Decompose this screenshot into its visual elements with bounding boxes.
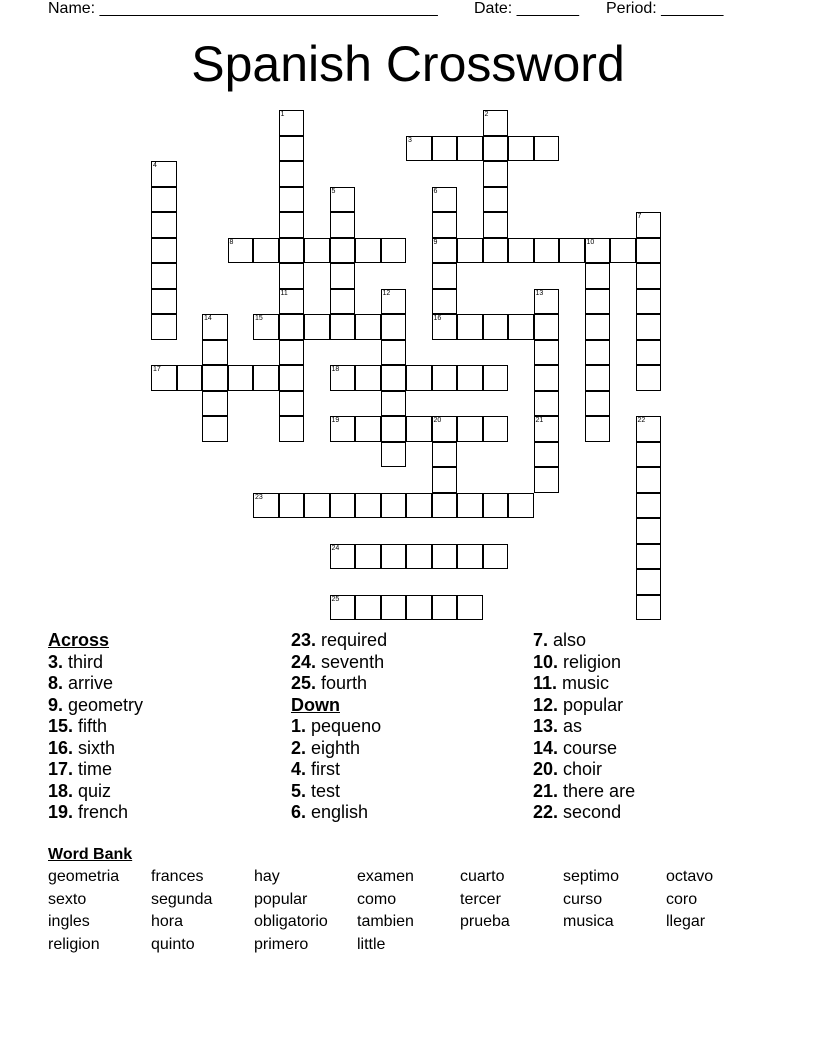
grid-cell[interactable] [636,340,662,366]
clue-item-text: third [63,651,104,672]
grid-cell[interactable] [330,187,356,213]
grid-cell[interactable] [457,493,483,519]
clue-item-number: 11. [533,673,558,693]
word-bank-word: hay [254,868,280,885]
grid-cell[interactable] [381,442,407,468]
grid-cell[interactable] [432,238,458,264]
clue-item [291,652,387,674]
grid-cell[interactable] [279,161,305,187]
clue-item-number: 10. [533,651,559,672]
clue-number: 11 [280,289,288,297]
grid-cell[interactable] [432,544,458,570]
clue-item-number: 7. [533,630,549,650]
clue-item-number: 24. [291,651,317,672]
clue-number: 5 [331,187,336,195]
clue-item [291,716,387,738]
grid-cell[interactable] [508,314,534,340]
clue-item [291,630,387,652]
grid-cell[interactable] [381,595,407,621]
grid-cell[interactable] [381,340,407,366]
grid-cell[interactable] [432,493,458,519]
word-bank-title: Word Bank [48,846,133,863]
grid-cell[interactable] [534,365,560,391]
grid-cell[interactable] [432,263,458,289]
down-heading: Down [291,694,340,715]
clue-item [533,716,635,738]
grid-cell[interactable] [585,314,611,340]
grid-cell[interactable] [432,467,458,493]
date-field-label: Date: _______ [474,0,579,17]
clue-item-text: also [548,630,587,650]
clues-column-2 [291,630,387,824]
grid-cell[interactable] [585,340,611,366]
clue-item-text: arrive [63,673,114,693]
grid-cell[interactable] [202,416,228,442]
grid-cell[interactable] [432,365,458,391]
grid-cell[interactable] [457,314,483,340]
clue-item-text: religion [558,651,622,672]
clue-item [291,759,387,781]
grid-cell[interactable] [636,595,662,621]
clue-item-number: 13. [533,716,559,736]
grid-cell[interactable] [279,289,305,315]
grid-cell[interactable] [279,136,305,162]
grid-cell[interactable] [534,467,560,493]
grid-cell[interactable] [636,314,662,340]
grid-cell[interactable] [483,136,509,162]
grid-cell[interactable] [304,314,330,340]
clue-item-number: 18. [48,780,74,801]
grid-cell[interactable] [483,238,509,264]
grid-cell[interactable] [483,314,509,340]
grid-cell[interactable] [406,544,432,570]
clue-number: 18 [331,366,340,373]
clue-item-text: music [557,673,610,693]
clue-item [291,673,387,695]
grid-cell[interactable] [636,493,662,519]
grid-cell[interactable] [432,442,458,468]
grid-cell[interactable] [483,365,509,391]
grid-cell[interactable] [151,314,177,340]
grid-cell[interactable] [151,263,177,289]
grid-cell[interactable] [457,238,483,264]
grid-cell[interactable] [304,493,330,519]
clue-item [533,781,635,803]
word-bank-word: como [357,890,397,908]
grid-cell[interactable] [202,365,228,391]
grid-cell[interactable] [432,187,458,213]
word-bank-word: geometria [48,868,120,885]
word-bank-word: hora [151,913,184,931]
grid-cell[interactable] [330,314,356,340]
clue-item [48,673,143,695]
grid-cell[interactable] [508,238,534,264]
clue-item [48,738,143,760]
grid-cell[interactable] [202,314,228,340]
grid-cell[interactable] [457,595,483,621]
grid-cell[interactable] [636,569,662,595]
word-bank-word: segunda [151,890,213,908]
word-bank-word: coro [666,890,698,908]
grid-cell[interactable] [636,518,662,544]
grid-cell[interactable] [279,340,305,366]
word-bank-row [48,868,768,891]
clue-number: 7 [637,213,642,220]
clue-number: 14 [204,315,212,322]
clue-number: 6 [433,187,438,195]
grid-cell[interactable] [483,493,509,519]
clue-item-number: 22. [533,802,559,822]
grid-cell[interactable] [406,136,432,162]
word-bank-word: religion [48,936,100,954]
grid-cell[interactable] [330,212,356,238]
clue-item-number: 5. [291,780,307,801]
grid-cell[interactable] [228,365,254,391]
clue-item-text: french [73,802,129,822]
clue-item-text: time [73,759,113,779]
clue-item-text: quiz [73,780,112,801]
grid-cell[interactable] [279,314,305,340]
grid-cell[interactable] [355,493,381,519]
grid-cell[interactable] [585,365,611,391]
grid-cell[interactable] [432,595,458,621]
clue-item-text: test [306,780,341,801]
grid-cell[interactable] [202,391,228,417]
clue-number: 4 [153,162,157,169]
grid-cell[interactable] [381,314,407,340]
grid-cell[interactable] [253,238,279,264]
clue-number: 10 [586,238,595,246]
grid-cell[interactable] [483,212,509,238]
word-bank-word: frances [151,868,204,885]
grid-cell[interactable] [432,314,458,340]
grid-cell[interactable] [636,365,662,391]
word-bank-word: quinto [151,936,195,954]
clue-number: 9 [433,238,438,246]
grid-cell[interactable] [508,493,534,519]
clue-number: 23 [255,493,263,501]
grid-cell[interactable] [534,340,560,366]
grid-cell[interactable] [534,136,560,162]
clue-item [48,716,143,738]
word-bank-word: tercer [460,890,501,908]
clue-item-number: 1. [291,716,307,736]
grid-cell[interactable] [279,416,305,442]
word-bank-word: llegar [666,913,706,931]
grid-cell[interactable] [585,263,611,289]
grid-cell[interactable] [636,544,662,570]
grid-cell[interactable] [279,212,305,238]
grid-cell[interactable] [381,365,407,391]
clue-item-number: 19. [48,802,74,822]
grid-cell[interactable] [355,544,381,570]
clue-number: 1 [280,111,285,118]
clue-item-number: 25. [291,673,317,693]
grid-cell[interactable] [330,263,356,289]
clue-item-number: 12. [533,694,559,715]
clue-item-number: 16. [48,737,74,758]
grid-cell[interactable] [355,595,381,621]
grid-cell[interactable] [355,314,381,340]
grid-cell[interactable] [355,238,381,264]
word-bank-row [48,891,768,914]
clue-item-text: eighth [306,737,361,758]
grid-cell[interactable] [534,416,560,442]
grid-cell[interactable] [636,289,662,315]
clue-number: 13 [535,289,544,297]
period-field-label: Period: _______ [606,0,724,17]
grid-cell[interactable] [457,136,483,162]
word-bank-word: octavo [666,868,714,885]
clue-item-text: as [558,716,583,736]
grid-cell[interactable] [585,238,611,264]
clue-item-number: 21. [533,780,559,801]
grid-cell[interactable] [381,289,407,315]
grid-cell[interactable] [636,238,662,264]
grid-cell[interactable] [585,416,611,442]
clue-item-number: 14. [533,737,559,758]
clue-item-text: popular [558,694,624,715]
clue-number: 2 [484,111,489,118]
grid-cell[interactable] [432,136,458,162]
clue-number: 25 [331,595,340,603]
clue-item [291,781,387,803]
grid-cell[interactable] [432,289,458,315]
clue-item-number: 3. [48,651,64,672]
clue-item-text: sixth [73,737,116,758]
grid-cell[interactable] [151,187,177,213]
grid-cell[interactable] [279,238,305,264]
across-heading: Across [48,630,110,650]
grid-cell[interactable] [457,365,483,391]
clue-item-number: 20. [533,759,559,779]
word-bank-word: popular [254,890,308,908]
clue-item [48,781,143,803]
clue-item [48,652,143,674]
grid-cell[interactable] [483,544,509,570]
clue-item [533,759,635,781]
grid-cell[interactable] [534,289,560,315]
clue-item [533,652,635,674]
clue-number: 3 [408,136,412,144]
clue-number: 17 [153,366,161,373]
grid-cell[interactable] [406,365,432,391]
grid-cell[interactable] [610,238,636,264]
grid-cell[interactable] [636,416,662,442]
grid-cell[interactable] [253,365,279,391]
word-bank-word: septimo [563,868,620,885]
clue-item-text: geometry [63,694,144,715]
clue-item-text: first [306,759,341,779]
clue-item-text: there are [558,780,636,801]
word-bank-word: musica [563,913,614,931]
clue-item [533,630,635,652]
grid-cell[interactable] [151,238,177,264]
word-bank-word: little [357,936,386,954]
word-bank-row [48,936,768,959]
grid-cell[interactable] [381,416,407,442]
grid-cell[interactable] [279,110,305,136]
grid-cell[interactable] [381,391,407,417]
clue-item-number: 4. [291,759,307,779]
grid-cell[interactable] [381,493,407,519]
grid-cell[interactable] [534,391,560,417]
grid-cell[interactable] [381,238,407,264]
clue-item-number: 8. [48,673,64,693]
grid-cell[interactable] [432,416,458,442]
grid-cell[interactable] [330,595,356,621]
word-bank-word: curso [563,890,603,908]
grid-cell[interactable] [253,493,279,519]
clue-item-text: seventh [316,651,385,672]
grid-cell[interactable] [355,416,381,442]
clue-item [533,673,635,695]
grid-cell[interactable] [330,493,356,519]
clue-number: 15 [255,315,263,322]
grid-cell[interactable] [457,416,483,442]
clue-item [48,759,143,781]
clue-item [533,738,635,760]
grid-cell[interactable] [483,161,509,187]
clue-number: 21 [535,417,544,424]
clue-item-text: required [316,630,388,650]
clue-item-number: 9. [48,694,64,715]
clue-item-number: 15. [48,716,74,736]
clue-number: 8 [229,238,234,246]
word-bank-word: tambien [357,913,414,931]
clue-item-number: 6. [291,802,307,822]
grid-cell[interactable] [483,416,509,442]
grid-cell[interactable] [585,391,611,417]
word-bank-word: examen [357,868,414,885]
clue-item-text: fifth [73,716,108,736]
grid-cell[interactable] [534,238,560,264]
grid-cell[interactable] [330,365,356,391]
clue-item-number: 2. [291,737,307,758]
grid-cell[interactable] [636,263,662,289]
clue-number: 12 [382,289,391,297]
grid-cell[interactable] [279,365,305,391]
clue-item [48,802,143,824]
grid-cell[interactable] [381,544,407,570]
clue-item [291,802,387,824]
clue-item-text: english [306,802,369,822]
grid-cell[interactable] [330,544,356,570]
clue-item [291,738,387,760]
grid-cell[interactable] [177,365,203,391]
grid-cell[interactable] [279,493,305,519]
grid-cell[interactable] [279,263,305,289]
grid-cell[interactable] [585,289,611,315]
word-bank-word: prueba [460,913,510,931]
grid-cell[interactable] [330,416,356,442]
grid-cell[interactable] [559,238,585,264]
name-field-label: Name: ______________________________________ [48,0,438,17]
grid-cell[interactable] [151,289,177,315]
grid-cell[interactable] [151,212,177,238]
clues-column-3 [533,630,635,824]
grid-cell[interactable] [228,238,254,264]
word-bank-row [48,913,768,936]
grid-cell[interactable] [151,365,177,391]
clue-item [533,802,635,824]
clue-item-text: second [558,802,622,822]
clue-item-text: fourth [316,673,368,693]
grid-cell[interactable] [636,442,662,468]
word-bank-word: primero [254,936,309,954]
clues-column-1 [48,630,143,824]
grid-cell[interactable] [636,212,662,238]
clue-item [48,695,143,717]
clue-number: 16 [433,315,442,322]
grid-cell[interactable] [406,595,432,621]
page-title: Spanish Crossword [191,36,625,92]
clue-number: 20 [433,417,442,424]
clue-item-text: course [558,737,618,758]
grid-cell[interactable] [508,136,534,162]
clue-item-text: choir [558,759,603,779]
grid-cell[interactable] [636,467,662,493]
grid-cell[interactable] [253,314,279,340]
grid-cell[interactable] [483,110,509,136]
word-bank-word: cuarto [460,868,505,885]
grid-cell[interactable] [483,187,509,213]
grid-cell[interactable] [202,340,228,366]
grid-cell[interactable] [279,187,305,213]
clue-item-number: 17. [48,759,74,779]
grid-cell[interactable] [355,365,381,391]
word-bank-word: sexto [48,890,87,908]
grid-cell[interactable] [279,391,305,417]
clue-item [533,695,635,717]
grid-cell[interactable] [304,238,330,264]
grid-cell[interactable] [151,161,177,187]
clue-number: 19 [331,417,340,424]
grid-cell[interactable] [457,544,483,570]
grid-cell[interactable] [330,289,356,315]
grid-cell[interactable] [406,416,432,442]
word-bank [48,868,768,959]
clue-item-text: pequeno [306,716,382,736]
grid-cell[interactable] [406,493,432,519]
word-bank-word: ingles [48,913,90,931]
grid-cell[interactable] [534,314,560,340]
clue-item-number: 23. [291,630,317,650]
grid-cell[interactable] [330,238,356,264]
word-bank-word: obligatorio [254,913,328,931]
grid-cell[interactable] [432,212,458,238]
clue-number: 24 [331,544,340,552]
clue-number: 22 [637,417,646,424]
grid-cell[interactable] [534,442,560,468]
